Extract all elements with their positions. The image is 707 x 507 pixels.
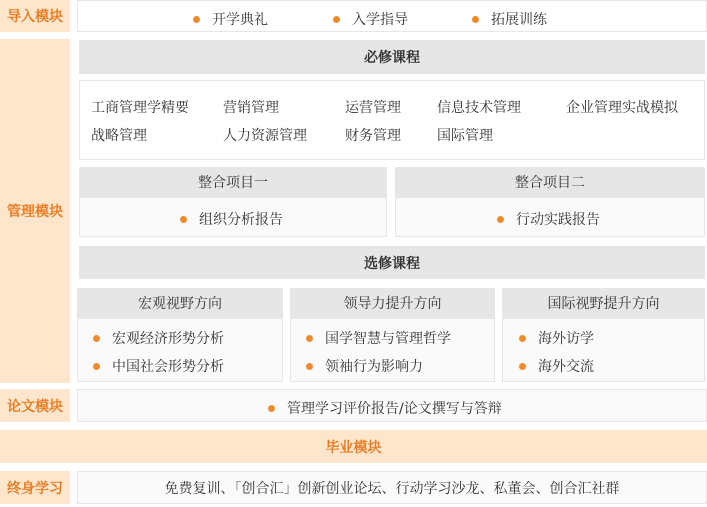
project-item <box>180 209 283 229</box>
direction-leadership-panel <box>290 318 495 382</box>
direction-item <box>93 356 224 376</box>
project-item-label: 组织分析报告 <box>199 212 283 228</box>
required-courses-panel <box>79 80 705 160</box>
intro-item <box>333 9 408 29</box>
project-two-panel <box>395 197 705 237</box>
direction-item-label: 海外访学 <box>538 331 594 347</box>
intro-item-label: 拓展训练 <box>491 12 547 28</box>
project-two-header: 整合项目二 <box>395 167 705 197</box>
direction-macro-header: 宏观视野方向 <box>77 288 283 318</box>
required-courses-header: 必修课程 <box>79 40 705 74</box>
course-item: 信息技术管理 <box>437 100 521 116</box>
bullet-icon <box>333 16 340 23</box>
thesis-item <box>268 398 502 418</box>
lifelong-text: 免费复训、「创合汇」创新创业论坛、行动学习沙龙、私董会、创合汇社群 <box>164 480 620 497</box>
module-label-management: 管理模块 <box>0 39 70 383</box>
module-label-thesis: 论文模块 <box>0 389 70 422</box>
bullet-icon <box>93 363 100 370</box>
project-item <box>497 209 600 229</box>
intro-item-label: 开学典礼 <box>212 12 268 28</box>
direction-item <box>306 356 423 376</box>
direction-item-label: 领袖行为影响力 <box>325 359 423 375</box>
course-item: 企业管理实战模拟 <box>566 100 678 116</box>
project-one-panel <box>79 197 387 237</box>
bullet-icon <box>193 16 200 23</box>
module-label-intro: 导入模块 <box>0 0 70 32</box>
course-item: 营销管理 <box>223 100 279 116</box>
course-item: 工商管理学精要 <box>91 100 189 116</box>
direction-item-label: 海外交流 <box>538 359 594 375</box>
project-one-header: 整合项目一 <box>79 167 387 197</box>
intro-items-panel <box>77 0 707 32</box>
direction-international-header: 国际视野提升方向 <box>502 288 705 318</box>
direction-macro-panel <box>77 318 283 382</box>
thesis-item-label: 管理学习评价报告/论文撰写与答辩 <box>287 401 502 417</box>
direction-item <box>519 356 594 376</box>
intro-item <box>193 9 268 29</box>
course-item: 人力资源管理 <box>223 128 307 144</box>
course-item: 国际管理 <box>437 128 493 144</box>
bullet-icon <box>180 216 187 223</box>
module-label-graduation: 毕业模块 <box>0 430 707 463</box>
course-item: 战略管理 <box>91 128 147 144</box>
project-item-label: 行动实践报告 <box>516 212 600 228</box>
intro-item <box>472 9 547 29</box>
bullet-icon <box>93 335 100 342</box>
bullet-icon <box>306 335 313 342</box>
thesis-panel <box>77 389 707 422</box>
bullet-icon <box>519 363 526 370</box>
elective-courses-header: 选修课程 <box>79 246 705 279</box>
direction-international-panel <box>502 318 705 382</box>
bullet-icon <box>268 405 275 412</box>
direction-leadership-header: 领导力提升方向 <box>290 288 495 318</box>
intro-item-label: 入学指导 <box>352 12 408 28</box>
bullet-icon <box>497 216 504 223</box>
direction-item-label: 国学智慧与管理哲学 <box>325 331 451 347</box>
course-item: 财务管理 <box>345 128 401 144</box>
direction-item-label: 中国社会形势分析 <box>112 359 224 375</box>
direction-item-label: 宏观经济形势分析 <box>112 331 224 347</box>
direction-item <box>519 328 594 348</box>
lifelong-panel <box>77 471 707 504</box>
direction-item <box>306 328 451 348</box>
course-item: 运营管理 <box>345 100 401 116</box>
bullet-icon <box>472 16 479 23</box>
bullet-icon <box>519 335 526 342</box>
direction-item <box>93 328 224 348</box>
bullet-icon <box>306 363 313 370</box>
module-label-lifelong: 终身学习 <box>0 471 70 504</box>
